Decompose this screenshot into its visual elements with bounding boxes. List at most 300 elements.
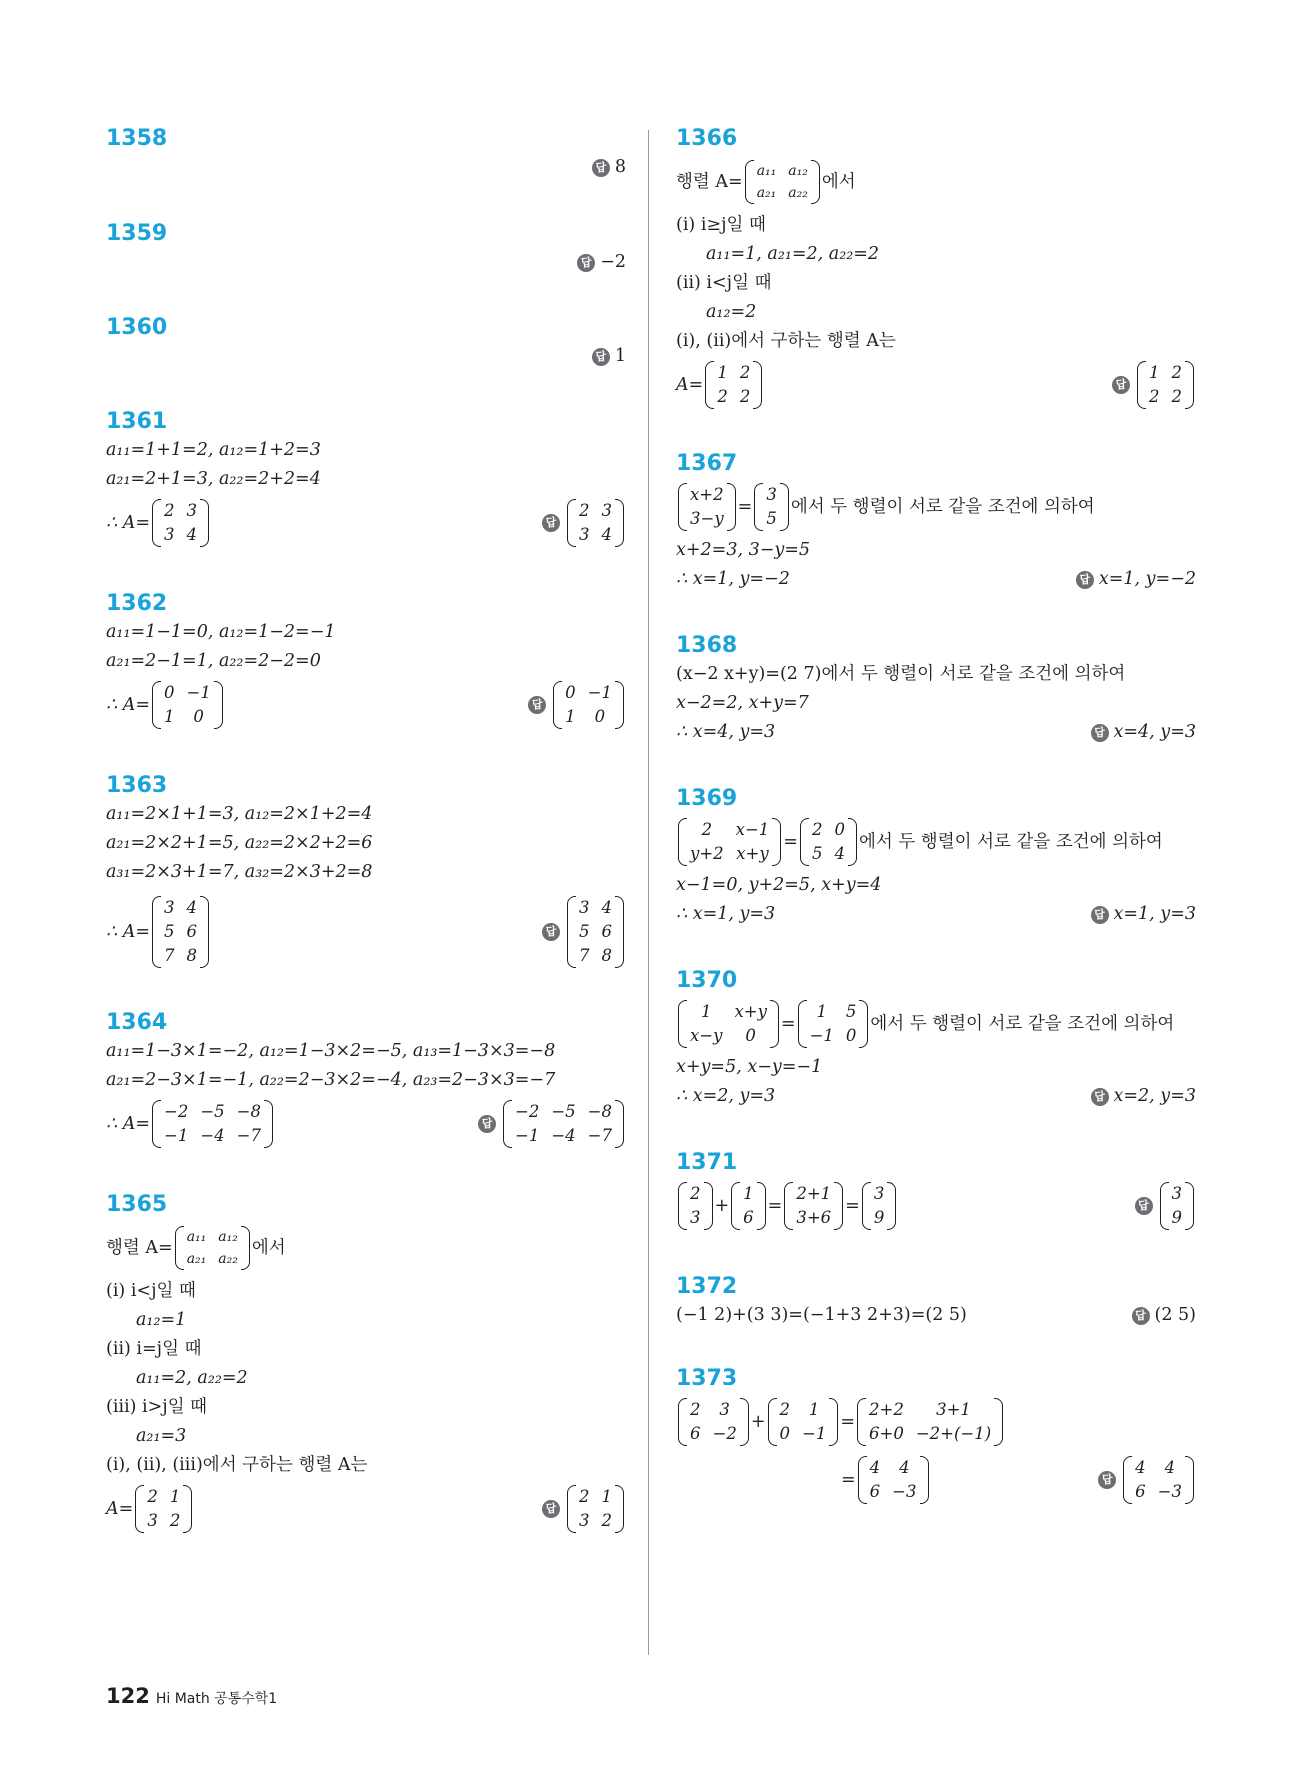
result-matrix	[705, 361, 762, 409]
matrix-entry: 0	[834, 820, 845, 839]
matrix-entry: 0	[745, 1026, 756, 1045]
problem-1373	[676, 1365, 1196, 1509]
matrix-entry: 2	[601, 1511, 612, 1530]
left-paren	[1160, 1182, 1169, 1230]
problem-number: 1360	[106, 315, 168, 340]
problem-1363	[106, 772, 626, 977]
matrix-entry: −1	[515, 1126, 540, 1145]
matrix-entry: 2+1	[796, 1184, 832, 1203]
right-paren	[753, 361, 762, 409]
matrix-entry: x+2	[690, 485, 724, 504]
matrix-entry: a₁₂	[788, 163, 808, 179]
matrix-entry: 4	[869, 1458, 881, 1477]
matrix-entry: 2	[1149, 387, 1160, 406]
matrix-entry: 4	[1164, 1458, 1176, 1477]
result-matrix	[152, 896, 209, 968]
matrix-entry: 3	[147, 1511, 158, 1530]
case-label: (ⅱ) i<j일 때	[676, 273, 772, 293]
matrix-entry: 5	[766, 509, 777, 528]
left-paren	[678, 483, 687, 531]
answer-value: x=1, y=3	[1113, 904, 1196, 924]
answer-badge-icon: 답	[1091, 906, 1109, 924]
answer-badge-icon: 답	[1132, 1307, 1150, 1325]
matrix-entry: −1	[587, 683, 612, 702]
matrix-entry: a₁₁	[756, 163, 777, 179]
matrix-entry: 5	[845, 1002, 857, 1021]
answer-badge-icon: 답	[1076, 571, 1094, 589]
case-value: a₁₁=1, a₂₁=2, a₂₂=2	[706, 244, 880, 264]
solution-line: (−1 2)+(3 3)=(−1+3 2+3)=(2 5)	[676, 1305, 967, 1325]
problem-number: 1361	[106, 409, 168, 434]
matrix-entry: −7	[587, 1126, 612, 1145]
answer-matrix	[1123, 1456, 1194, 1504]
right-paren	[994, 1398, 1003, 1446]
matrix-entry: x+y	[734, 1002, 767, 1021]
matrix-entry: −2+(−1)	[915, 1424, 992, 1443]
matrix-entry: −1	[164, 1126, 189, 1145]
right-paren	[1185, 361, 1194, 409]
lhs-matrix	[678, 483, 736, 531]
left-paren	[857, 1398, 866, 1446]
right-paren	[920, 1456, 929, 1504]
problem-1359	[106, 220, 626, 277]
matrix-term	[678, 1182, 713, 1230]
answer-badge-icon: 답	[1091, 724, 1109, 742]
left-paren	[135, 1485, 144, 1533]
matrix-entry: 2	[739, 363, 751, 382]
matrix-entry: 0	[193, 707, 204, 726]
left-paren	[567, 1485, 576, 1533]
matrix-entry: 8	[186, 946, 197, 965]
answer-value: x=2, y=3	[1113, 1086, 1196, 1106]
right-paren	[615, 1485, 624, 1533]
left-paren	[678, 1398, 687, 1446]
matrix-entry: −4	[200, 1126, 225, 1145]
left-paren	[503, 1100, 512, 1148]
left-paren	[745, 160, 754, 204]
answer-value: (2 5)	[1154, 1305, 1196, 1325]
problem-number: 1368	[676, 633, 738, 658]
problem-number: 1366	[676, 126, 738, 151]
matrix-entry: 9	[1171, 1208, 1182, 1227]
left-paren	[678, 818, 687, 866]
matrix-entry: 4	[899, 1458, 910, 1477]
condition-text: 에서 두 행렬이 서로 같을 조건에 의하여	[870, 1013, 1175, 1034]
matrix-entry: 2	[164, 501, 175, 520]
left-paren	[731, 1182, 740, 1230]
solution-line: a₁₁=2×1+1=3, a₁₂=2×1+2=4	[106, 804, 373, 824]
left-paren	[152, 1100, 161, 1148]
matrix-term	[784, 1182, 843, 1230]
matrix-entry: 1	[164, 707, 175, 726]
matrix-entry: 3	[766, 485, 777, 504]
problem-1371	[676, 1149, 1196, 1235]
matrix-entry: 2	[779, 1400, 790, 1419]
matrix-entry: 3	[873, 1184, 885, 1203]
right-paren	[615, 499, 624, 547]
right-paren	[859, 1000, 868, 1048]
left-paren	[784, 1182, 793, 1230]
answer-badge-icon: 답	[577, 254, 595, 272]
right-paren	[615, 896, 624, 968]
matrix-entry: 1	[700, 1002, 712, 1021]
solution-line: ∴ x=1, y=−2	[676, 569, 790, 589]
right-paren	[200, 896, 209, 968]
solution-line: a₁₁=1+1=2, a₁₂=1+2=3	[106, 440, 321, 460]
problem-1360	[106, 314, 626, 371]
matrix-entry: 1	[601, 1487, 612, 1506]
matrix-entry: −8	[236, 1102, 261, 1121]
matrix-entry: 3	[579, 525, 590, 544]
answer-badge-icon: 답	[1091, 1088, 1109, 1106]
matrix-entry: 3	[719, 1400, 730, 1419]
matrix-term	[731, 1182, 766, 1230]
right-paren	[1185, 1456, 1194, 1504]
left-paren	[705, 361, 714, 409]
book-title: Hi Math 공통수학1	[155, 1691, 278, 1707]
intro-suffix: 에서	[251, 1237, 286, 1258]
solution-line: (x−2 x+y)=(2 7)에서 두 행렬이 서로 같을 조건에 의하여	[676, 664, 1126, 684]
problem-number: 1370	[676, 968, 738, 993]
matrix-entry: 6	[601, 922, 612, 941]
right-paren	[811, 160, 820, 204]
problem-1361	[106, 408, 626, 552]
matrix-entry: a₁₂	[218, 1229, 238, 1245]
matrix-entry: −2	[515, 1102, 540, 1121]
matrix-entry: 3	[601, 501, 612, 520]
result-prefix: ∴ A=	[106, 921, 150, 942]
matrix-entry: 2	[717, 387, 728, 406]
right-paren	[615, 1100, 624, 1148]
right-paren	[727, 483, 736, 531]
matrix-entry: 0	[164, 683, 175, 702]
left-paren	[175, 1226, 184, 1270]
intro-suffix: 에서	[821, 171, 856, 192]
solution-line: a₂₁=2×2+1=5, a₂₂=2×2+2=6	[106, 833, 373, 853]
matrix-entry: 5	[164, 922, 175, 941]
problem-number: 1363	[106, 773, 168, 798]
right-paren	[241, 1226, 250, 1270]
matrix-entry: a₂₂	[788, 185, 808, 201]
matrix-entry: −1	[809, 1026, 834, 1045]
matrix-entry: 0	[779, 1424, 790, 1443]
result-prefix: ∴ A=	[106, 512, 150, 533]
equals-sign: =	[737, 496, 753, 517]
conclusion-line: (ⅰ), (ⅱ), (ⅲ)에서 구하는 행렬 A는	[106, 1455, 368, 1475]
equals-sign: =	[845, 1195, 860, 1216]
problem-1369	[676, 785, 1196, 929]
matrix-entry: 2	[169, 1511, 181, 1530]
matrix-entry: −4	[551, 1126, 576, 1145]
right-paren	[757, 1182, 766, 1230]
right-paren	[829, 1398, 838, 1446]
right-paren	[615, 681, 624, 729]
matrix-entry: a₁₁	[186, 1229, 207, 1245]
matrix-entry: y+2	[690, 844, 724, 863]
general-matrix	[175, 1226, 250, 1270]
matrix-entry: 2	[701, 820, 713, 839]
problem-1362	[106, 590, 626, 734]
matrix-entry: a₂₂	[218, 1251, 238, 1267]
plus-sign: +	[714, 1195, 730, 1216]
matrix-entry: −5	[551, 1102, 576, 1121]
result-matrix	[152, 499, 209, 547]
left-paren	[800, 818, 809, 866]
problem-1358	[106, 125, 626, 182]
problem-number: 1372	[676, 1274, 738, 1299]
left-paren	[862, 1182, 871, 1230]
matrix-entry: 6+0	[869, 1424, 904, 1443]
lhs-matrix	[678, 818, 781, 866]
matrix-entry: 1	[565, 707, 576, 726]
matrix-entry: −1	[802, 1424, 827, 1443]
matrix-entry: 4	[834, 844, 845, 863]
matrix-entry: 2	[811, 820, 823, 839]
answer-badge-icon: 답	[1098, 1471, 1116, 1489]
problem-number: 1359	[106, 221, 168, 246]
matrix-entry: −5	[200, 1102, 225, 1121]
left-paren	[678, 1000, 687, 1048]
matrix-entry: 4	[1135, 1458, 1146, 1477]
right-paren	[848, 818, 857, 866]
condition-text: 에서 두 행렬이 서로 같을 조건에 의하여	[858, 831, 1163, 852]
answer-badge-icon: 답	[592, 159, 610, 177]
condition-text: 에서 두 행렬이 서로 같을 조건에 의하여	[790, 496, 1095, 517]
matrix-entry: 3	[164, 525, 175, 544]
problem-1365	[106, 1191, 626, 1538]
answer-matrix	[553, 681, 624, 729]
result-prefix: ∴ A=	[106, 1113, 150, 1134]
matrix-entry: 4	[601, 525, 612, 544]
matrix-entry: 2	[1171, 387, 1182, 406]
matrix-entry: 1	[717, 363, 728, 382]
answer-matrix	[567, 499, 624, 547]
answer-badge-icon: 답	[478, 1115, 496, 1133]
matrix-entry: 2	[739, 387, 751, 406]
matrix-entry: 2	[147, 1487, 158, 1506]
case-value: a₁₂=2	[706, 302, 757, 322]
matrix-entry: 0	[845, 1026, 857, 1045]
matrix-entry: 4	[186, 898, 197, 917]
problem-1368	[676, 632, 1196, 747]
equals-sign: =	[841, 1469, 856, 1490]
matrix-entry: x−1	[735, 820, 770, 839]
equals-sign: =	[780, 1013, 796, 1034]
solution-line: x−2=2, x+y=7	[676, 693, 809, 713]
matrix-entry: −3	[1157, 1482, 1182, 1501]
solution-line: a₂₁=2−3×1=−1, a₂₂=2−3×2=−4, a₂₃=2−3×3=−7	[106, 1070, 556, 1090]
answer-matrix	[503, 1100, 624, 1148]
answer-value: x=4, y=3	[1113, 722, 1196, 742]
matrix-entry: 0	[594, 707, 606, 726]
matrix-entry: a₂₁	[756, 185, 777, 201]
matrix-entry: 2	[690, 1400, 701, 1419]
matrix-entry: 1	[743, 1184, 754, 1203]
answer-value: 8	[614, 157, 626, 177]
right-paren	[200, 499, 209, 547]
case-value: a₂₁=3	[136, 1426, 187, 1446]
problem-number: 1369	[676, 786, 738, 811]
right-paren	[740, 1398, 749, 1446]
case-label: (ⅰ) i<j일 때	[106, 1281, 196, 1301]
plus-sign: +	[750, 1411, 766, 1432]
case-value: a₁₁=2, a₂₂=2	[136, 1368, 248, 1388]
problem-number: 1362	[106, 591, 168, 616]
matrix-entry: −2	[164, 1102, 189, 1121]
right-paren	[264, 1100, 273, 1148]
case-label: (ⅱ) i=j일 때	[106, 1339, 202, 1359]
right-paren	[834, 1182, 843, 1230]
equals-sign: =	[767, 1195, 783, 1216]
general-matrix	[745, 160, 820, 204]
result-matrix	[135, 1485, 192, 1533]
right-paren	[183, 1485, 192, 1533]
solution-line: a₃₁=2×3+1=7, a₃₂=2×3+2=8	[106, 862, 373, 882]
answer-value: −2	[600, 252, 626, 272]
left-paren	[553, 681, 562, 729]
case-label: (ⅲ) i>j일 때	[106, 1397, 208, 1417]
problem-number: 1371	[676, 1150, 738, 1175]
matrix-entry: x−y	[690, 1026, 723, 1045]
matrix-entry: 2	[579, 1487, 590, 1506]
case-label: (ⅰ) i≥j일 때	[676, 215, 766, 235]
matrix-entry: 6	[186, 922, 197, 941]
left-paren	[152, 499, 161, 547]
left-paren	[567, 499, 576, 547]
matrix-entry: 3	[579, 1511, 590, 1530]
rhs-matrix	[798, 1000, 869, 1048]
matrix-entry: 3	[164, 898, 175, 917]
matrix-entry: −7	[236, 1126, 261, 1145]
intro-prefix: 행렬 A=	[676, 171, 743, 192]
problem-1366	[676, 125, 1196, 414]
equals-sign: =	[840, 1411, 855, 1432]
matrix-entry: 9	[873, 1208, 885, 1227]
answer-badge-icon: 답	[542, 923, 560, 941]
problem-number: 1367	[676, 451, 738, 476]
solution-line: ∴ x=1, y=3	[676, 904, 776, 924]
left-paren	[678, 1182, 687, 1230]
matrix-entry: 2	[579, 501, 590, 520]
answer-badge-icon: 답	[1135, 1197, 1153, 1215]
right-paren	[704, 1182, 713, 1230]
matrix-entry: 3+1	[936, 1400, 971, 1419]
right-paren	[214, 681, 223, 729]
page-footer	[106, 1684, 277, 1708]
matrix-entry: 8	[601, 946, 612, 965]
result-prefix: A=	[106, 1498, 134, 1519]
matrix-entry: 0	[565, 683, 576, 702]
matrix-entry: 2	[1171, 363, 1182, 382]
matrix-entry: 2	[690, 1184, 701, 1203]
equals-sign: =	[783, 831, 798, 852]
left-paren	[1123, 1456, 1132, 1504]
problem-1364	[106, 1009, 626, 1153]
answer-value: x=1, y=−2	[1098, 569, 1196, 589]
solution-line: x+y=5, x−y=−1	[676, 1057, 823, 1077]
answer-badge-icon: 답	[542, 1500, 560, 1518]
column-divider	[648, 130, 649, 1655]
matrix-entry: 6	[869, 1482, 881, 1501]
solution-line: ∴ x=4, y=3	[676, 722, 776, 742]
problem-number: 1364	[106, 1010, 168, 1035]
matrix-entry: 1	[808, 1400, 820, 1419]
right-paren	[772, 818, 781, 866]
matrix-term	[768, 1398, 839, 1446]
left-paren	[754, 483, 763, 531]
problem-number: 1358	[106, 126, 168, 151]
result-matrix	[152, 1100, 273, 1148]
answer-matrix	[1160, 1182, 1195, 1230]
left-paren	[152, 681, 161, 729]
matrix-entry: a₂₁	[186, 1251, 207, 1267]
matrix-entry: 5	[811, 844, 823, 863]
matrix-entry: 4	[601, 898, 612, 917]
solution-line: x+2=3, 3−y=5	[676, 540, 811, 560]
solution-line: a₁₁=1−1=0, a₁₂=1−2=−1	[106, 622, 336, 642]
problem-number: 1373	[676, 1366, 738, 1391]
solution-line: a₂₁=2−1=1, a₂₂=2−2=0	[106, 651, 321, 671]
matrix-entry: 6	[743, 1208, 754, 1227]
matrix-term	[678, 1398, 749, 1446]
problem-1370	[676, 967, 1196, 1111]
matrix-term	[857, 1398, 1003, 1446]
left-paren	[567, 896, 576, 968]
left-paren	[768, 1398, 777, 1446]
result-matrix	[152, 681, 223, 729]
matrix-entry: 2+2	[869, 1400, 904, 1419]
answer-badge-icon: 답	[542, 514, 560, 532]
matrix-entry: 6	[690, 1424, 701, 1443]
matrix-term	[858, 1456, 929, 1504]
result-prefix: ∴ A=	[106, 694, 150, 715]
matrix-entry: 3	[579, 898, 590, 917]
matrix-entry: 3−y	[690, 509, 724, 528]
answer-matrix	[567, 1485, 624, 1533]
answer-badge-icon: 답	[592, 348, 610, 366]
right-paren	[770, 1000, 779, 1048]
matrix-entry: 1	[1149, 363, 1160, 382]
matrix-entry: −2	[712, 1424, 737, 1443]
answer-value: 1	[614, 346, 626, 366]
solution-line: a₁₁=1−3×1=−2, a₁₂=1−3×2=−5, a₁₃=1−3×3=−8	[106, 1041, 556, 1061]
matrix-entry: 5	[579, 922, 590, 941]
matrix-entry: −8	[587, 1102, 612, 1121]
matrix-entry: 4	[186, 525, 197, 544]
matrix-entry: −1	[186, 683, 211, 702]
matrix-entry: 7	[579, 946, 590, 965]
right-paren	[1185, 1182, 1194, 1230]
solution-line: ∴ x=2, y=3	[676, 1086, 776, 1106]
left-paren	[152, 896, 161, 968]
answer-matrix	[567, 896, 624, 968]
matrix-entry: 3	[1171, 1184, 1182, 1203]
matrix-entry: x+y	[736, 844, 769, 863]
problem-1372	[676, 1273, 1196, 1330]
matrix-entry: 3	[690, 1208, 701, 1227]
case-value: a₁₂=1	[136, 1310, 187, 1330]
intro-prefix: 행렬 A=	[106, 1237, 173, 1258]
solution-line: x−1=0, y+2=5, x+y=4	[676, 875, 882, 895]
matrix-entry: 3	[186, 501, 197, 520]
matrix-entry: 3+6	[796, 1208, 832, 1227]
rhs-matrix	[754, 483, 789, 531]
matrix-entry: 1	[169, 1487, 181, 1506]
left-paren	[798, 1000, 807, 1048]
matrix-entry: 7	[164, 946, 175, 965]
answer-badge-icon: 답	[1112, 376, 1130, 394]
solution-line: a₂₁=2+1=3, a₂₂=2+2=4	[106, 469, 321, 489]
